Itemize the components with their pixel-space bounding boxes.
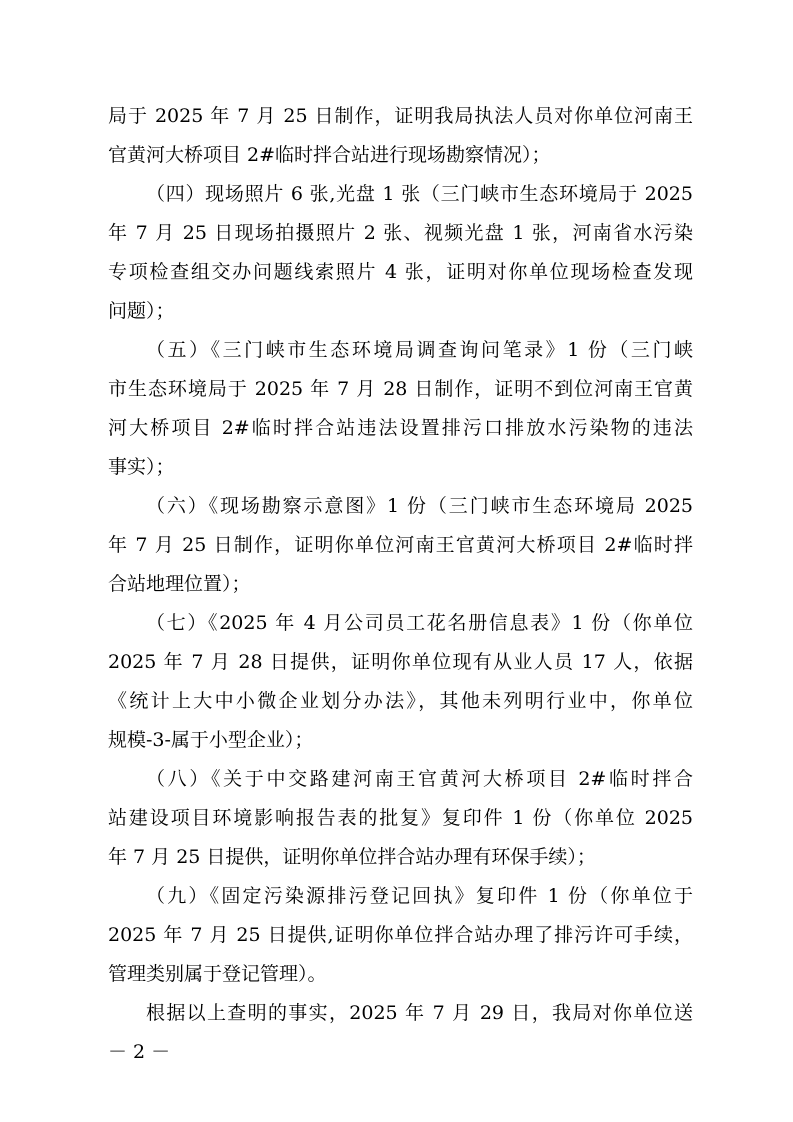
text-line: 2025 年 7 月 28 日提供，证明你单位现有从业人员 17 人，依据	[108, 651, 693, 673]
text-line: 市生态环境局于 2025 年 7 月 28 日制作，证明不到位河南王官黄	[108, 378, 693, 400]
page-number: － 2 －	[108, 1041, 171, 1063]
text-line: 局于 2025 年 7 月 25 日制作，证明我局执法人员对你单位河南王	[108, 105, 693, 127]
text-line: 年 7 月 25 日现场拍摄照片 2 张、视频光盘 1 张，河南省水污染	[108, 222, 693, 244]
text-line: （六）《现场勘察示意图》1 份（三门峡市生态环境局 2025	[146, 495, 693, 517]
text-line: 管理类别属于登记管理）。	[108, 963, 327, 985]
text-line: （七）《2025 年 4 月公司员工花名册信息表》1 份（你单位	[146, 612, 693, 634]
text-line: 站建设项目环境影响报告表的批复》复印件 1 份（你单位 2025	[108, 807, 693, 829]
text-line: 事实）；	[108, 456, 175, 478]
text-line: 年 7 月 25 日制作，证明你单位河南王官黄河大桥项目 2#临时拌	[108, 534, 693, 556]
text-line: 年 7 月 25 日提供，证明你单位拌合站办理有环保手续）；	[108, 846, 596, 868]
text-line: 河大桥项目 2#临时拌合站违法设置排污口排放水污染物的违法	[108, 417, 693, 439]
text-line: 《统计上大中小微企业划分办法》，其他未列明行业中，你单位	[108, 690, 693, 712]
text-line: 官黄河大桥项目 2#临时拌合站进行现场勘察情况）；	[108, 144, 551, 166]
text-line: （九）《固定污染源排污登记回执》复印件 1 份（你单位于	[146, 885, 693, 907]
text-line: （八）《关于中交路建河南王官黄河大桥项目 2#临时拌合	[146, 768, 693, 790]
text-line: 问题）；	[108, 300, 175, 322]
text-line: 专项检查组交办问题线索照片 4 张，证明对你单位现场检查发现	[108, 261, 693, 283]
text-line: 2025 年 7 月 25 日提供,证明你单位拌合站办理了排污许可手续，	[108, 924, 693, 946]
text-line: 合站地理位置）；	[108, 573, 251, 595]
text-line: 规模-3-属于小型企业）；	[108, 729, 314, 751]
text-line: （四）现场照片 6 张,光盘 1 张（三门峡市生态环境局于 2025	[146, 183, 693, 205]
text-line: （五）《三门峡市生态环境局调查询问笔录》1 份（三门峡	[146, 339, 693, 361]
text-line: 根据以上查明的事实，2025 年 7 月 29 日，我局对你单位送	[146, 1002, 693, 1024]
